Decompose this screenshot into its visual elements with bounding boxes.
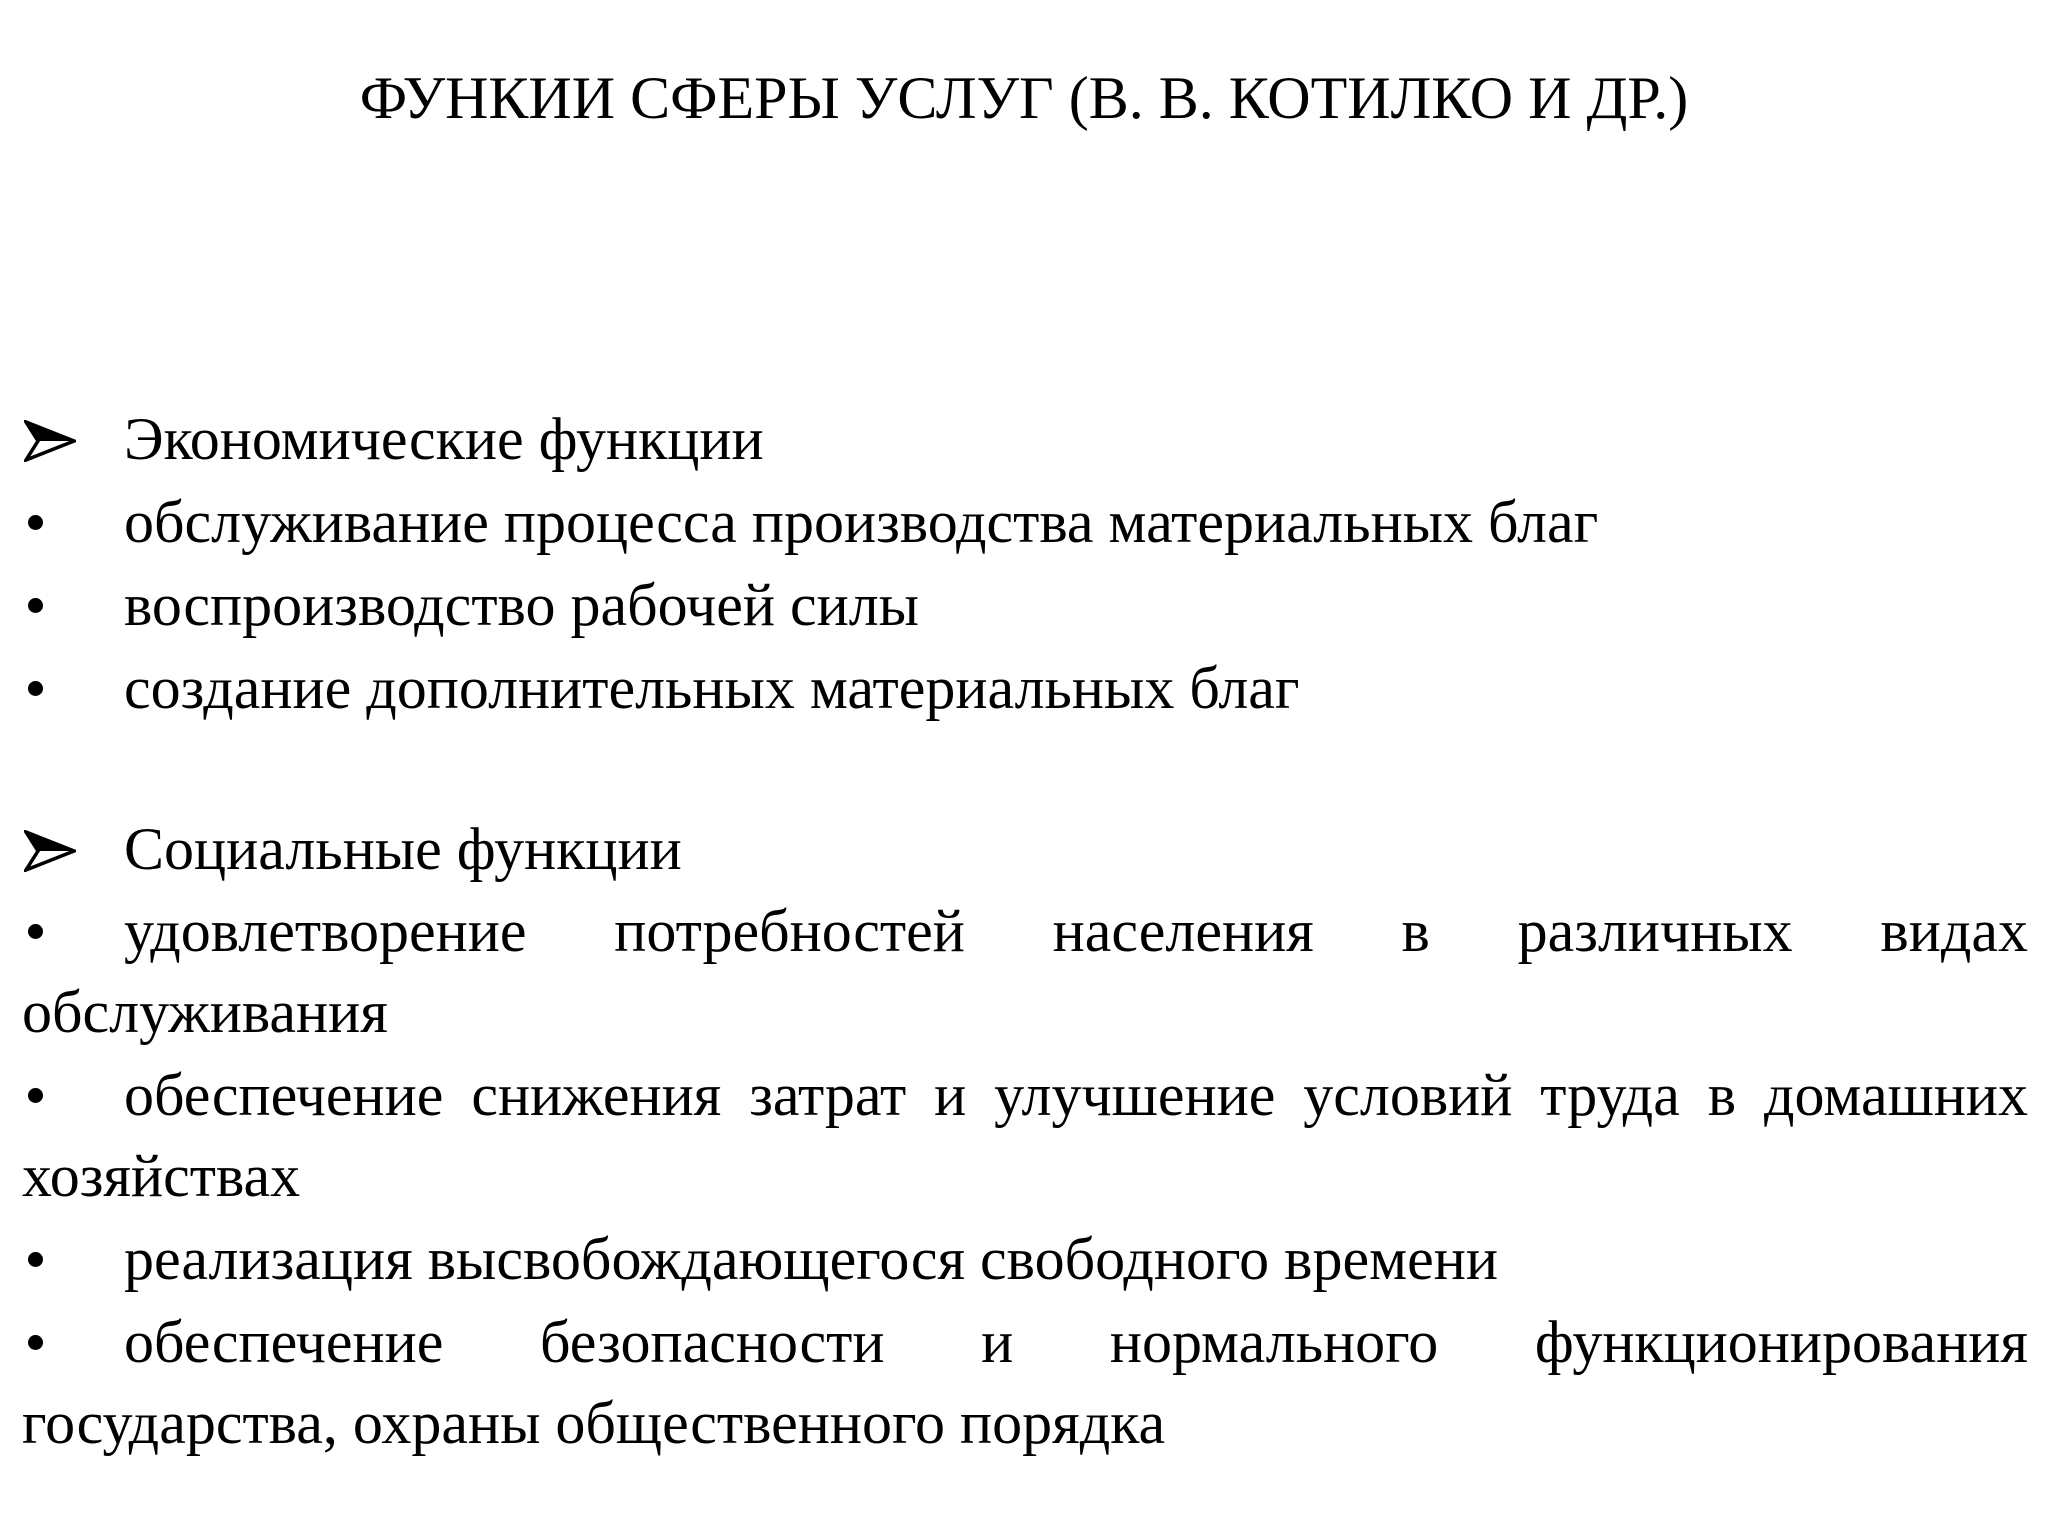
section-spacer bbox=[22, 730, 2028, 808]
list-item bbox=[22, 1055, 2028, 1219]
list-item bbox=[22, 481, 2028, 564]
slide-title: ФУНКИИ СФЕРЫ УСЛУГ (В. В. КОТИЛКО И ДР.) bbox=[359, 65, 1689, 131]
list-item bbox=[22, 1302, 2028, 1466]
list-item-text: реализация высвобождающегося свободного времени bbox=[124, 1226, 1498, 1292]
bullet-icon bbox=[28, 1252, 43, 1267]
arrowhead-icon bbox=[24, 830, 76, 872]
bullet-icon bbox=[28, 924, 43, 939]
list-item bbox=[22, 647, 2028, 730]
bullet-icon bbox=[28, 681, 43, 696]
bullet-icon bbox=[28, 515, 43, 530]
list-item bbox=[22, 891, 2028, 1055]
section-heading-social bbox=[22, 808, 2028, 891]
bullet-icon bbox=[28, 1335, 43, 1350]
list-item bbox=[22, 1219, 2028, 1302]
bullet-icon bbox=[28, 1088, 43, 1103]
bullet-icon bbox=[28, 598, 43, 613]
section-heading-text: Социальные функции bbox=[124, 816, 682, 882]
arrowhead-icon bbox=[24, 420, 76, 462]
list-item-text: создание дополнительных материальных благ bbox=[124, 655, 1300, 721]
list-item-text: обеспечение безопасности и нормального функционирования государства, охраны общественного порядка bbox=[22, 1309, 2028, 1456]
section-heading-text: Экономические функции bbox=[124, 406, 764, 472]
section-heading-economic bbox=[22, 398, 2028, 481]
slide-content bbox=[22, 398, 2028, 1466]
list-item bbox=[22, 564, 2028, 647]
list-item-text: воспроизводство рабочей силы bbox=[124, 572, 919, 638]
list-item-text: обеспечение снижения затрат и улучшение условий труда в домашних хозяйствах bbox=[22, 1062, 2028, 1209]
list-item-text: обслуживание процесса производства материальных благ bbox=[124, 489, 1599, 555]
list-item-text: удовлетворение потребностей населения в различных видах обслуживания bbox=[22, 898, 2028, 1045]
